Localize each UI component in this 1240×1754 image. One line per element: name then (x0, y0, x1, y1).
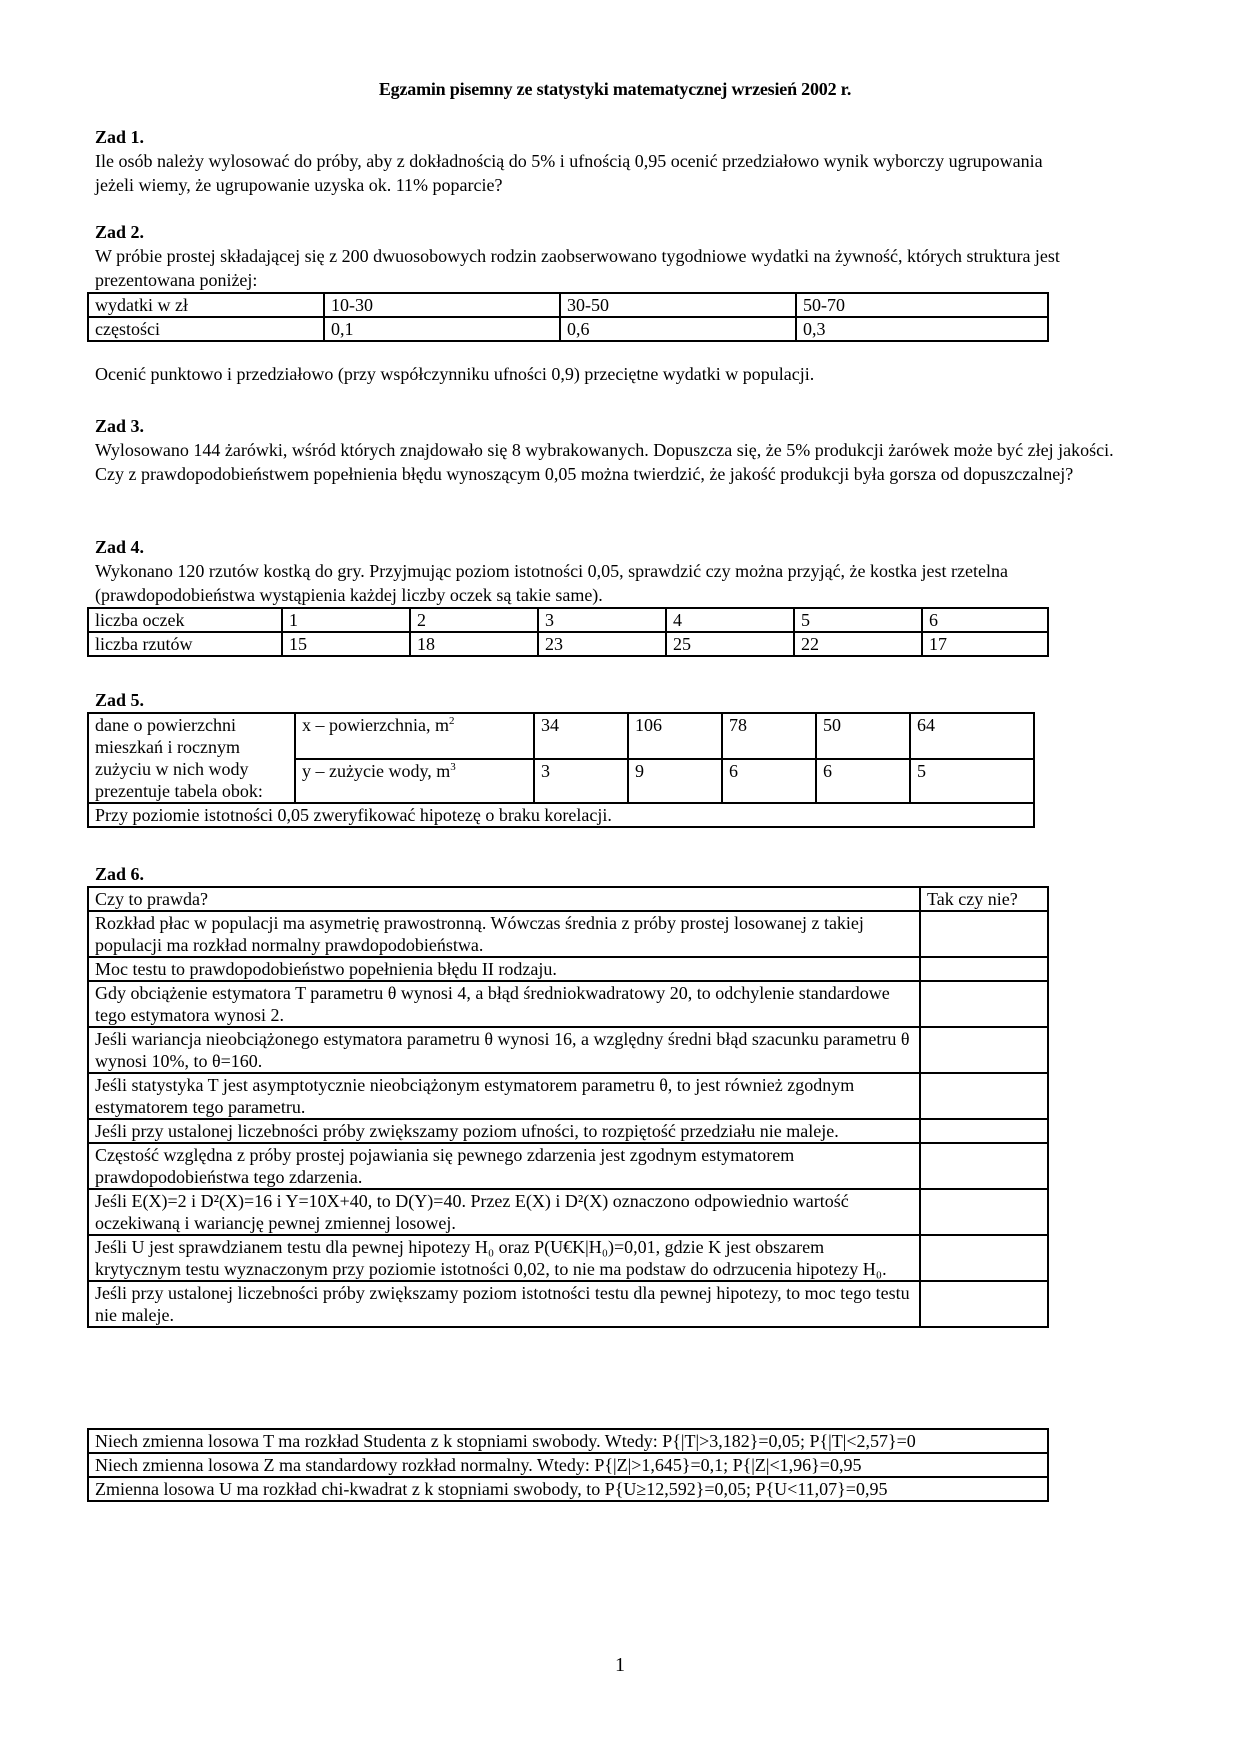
table-row (88, 981, 1048, 1027)
table-row (88, 293, 1048, 317)
statement-cell: Częstość względna z próby prostej pojawiania się pewnego zdarzenia jest zgodnym estymatorem prawdopodobieństwa tego zdarzenia. (88, 1143, 920, 1189)
table-row (88, 911, 1048, 957)
task-2-question: Ocenić punktowo i przedziałowo (przy współczynniku ufności 0,9) przeciętne wydatki w populacji. (95, 364, 815, 384)
answer-cell[interactable] (920, 1119, 1048, 1143)
answer-cell[interactable] (920, 1281, 1048, 1327)
task-4 (95, 535, 1135, 657)
task-1 (95, 125, 1135, 197)
answer-cell[interactable] (920, 981, 1048, 1027)
table-row (88, 1281, 1048, 1327)
distribution-facts (95, 1428, 1135, 1502)
answer-cell[interactable] (920, 1027, 1048, 1073)
answer-cell[interactable] (920, 1189, 1048, 1235)
table-cell: Niech zmienna losowa T ma rozkład Studenta z k stopniami swobody. Wtedy: P{|T|>3,182}=0,05; P{|T|<2,57}=0 (88, 1429, 1048, 1453)
table-cell: 6 (722, 759, 816, 803)
answer-cell[interactable] (920, 1143, 1048, 1189)
true-false-table (87, 886, 1049, 1328)
table-cell: 3 (534, 759, 628, 803)
task-6-heading: Zad 6. (95, 864, 145, 884)
y-unit-exponent: 3 (450, 761, 456, 774)
question-column-header: Czy to prawda? (88, 887, 920, 911)
task-5 (95, 688, 1135, 828)
statement-cell: Jeśli przy ustalonej liczebności próby zwiększamy poziom istotności testu dla pewnej hipotezy, to moc tego testu nie maleje. (88, 1281, 920, 1327)
table-cell: 50 (816, 713, 910, 759)
task-2-text: W próbie prostej składającej się z 200 dwuosobowych rodzin zaobserwowano tygodniowe wydatki na żywność, których struktura jest prezentowana poniżej: (95, 246, 1060, 290)
table-row (88, 1073, 1048, 1119)
table-row (88, 1453, 1048, 1477)
answer-column-header: Tak czy nie? (920, 887, 1048, 911)
table-cell: 78 (722, 713, 816, 759)
page-title: Egzamin pisemny ze statystyki matematycznej wrzesień 2002 r. (378, 79, 852, 99)
table-cell: 10-30 (324, 293, 560, 317)
table-row (88, 1477, 1048, 1501)
table-row (88, 317, 1048, 341)
table-row (88, 608, 1048, 632)
table-row (88, 1143, 1048, 1189)
table-description-cell: dane o powierzchni mieszkań i rocznym zużyciu w nich wody prezentuje tabela obok: (88, 713, 295, 803)
table-cell: liczba oczek (88, 608, 282, 632)
table-cell: częstości (88, 317, 324, 341)
table-footer-cell: Przy poziomie istotności 0,05 zweryfikować hipotezę o braku korelacji. (88, 803, 1034, 827)
x-label: x – powierzchnia, m (302, 715, 449, 735)
table-cell: 106 (628, 713, 722, 759)
table-cell: 5 (794, 608, 922, 632)
table-cell: 30-50 (560, 293, 796, 317)
table-cell: 2 (410, 608, 538, 632)
table-cell: wydatki w zł (88, 293, 324, 317)
table-cell: 15 (282, 632, 410, 656)
dice-table (87, 607, 1049, 657)
task-6 (95, 862, 1135, 1328)
statement-cell: Gdy obciążenie estymatora T parametru θ wynosi 4, a błąd średniokwadratowy 20, to odchylenie standardowe tego estymatora wynosi 2. (88, 981, 920, 1027)
x-label-cell (295, 713, 534, 759)
table-cell: 0,1 (324, 317, 560, 341)
table-cell: 23 (538, 632, 666, 656)
water-usage-table (87, 712, 1035, 828)
task-3 (95, 414, 1135, 486)
table-row (88, 1429, 1048, 1453)
task-1-heading: Zad 1. (95, 127, 145, 147)
task-2-heading: Zad 2. (95, 222, 145, 242)
table-row (88, 632, 1048, 656)
statement-cell: Jeśli U jest sprawdzianem testu dla pewnej hipotezy H₀ oraz P(U€K|H₀)=0,01, gdzie K jest obszarem krytycznym testu wyznaczonym przy poziomie istotności 0,02, to nie ma podstaw do odrzucenia hipotezy H₀. (88, 1235, 920, 1281)
table-cell: liczba rzutów (88, 632, 282, 656)
table-row (88, 1119, 1048, 1143)
task-4-heading: Zad 4. (95, 537, 145, 557)
statement-cell: Jeśli E(X)=2 i D²(X)=16 i Y=10X+40, to D(Y)=40. Przez E(X) i D²(X) oznaczono odpowiednio wartość oczekiwaną i wariancję pewnej zmiennej losowej. (88, 1189, 920, 1235)
task-4-text: Wykonano 120 rzutów kostką do gry. Przyjmując poziom istotności 0,05, sprawdzić czy można przyjąć, że kostka jest rzetelna (prawdopodobieństwa wystąpienia każdej liczby oczek są takie same). (95, 561, 1008, 605)
task-2 (95, 220, 1135, 386)
task-3-heading: Zad 3. (95, 416, 145, 436)
answer-cell[interactable] (920, 911, 1048, 957)
table-cell: 6 (922, 608, 1048, 632)
table-cell: Zmienna losowa U ma rozkład chi-kwadrat z k stopniami swobody, to P{U≥12,592}=0,05; P{U<11,07}=0,95 (88, 1477, 1048, 1501)
y-label: y – zużycie wody, m (302, 761, 451, 782)
statement-cell: Jeśli przy ustalonej liczebności próby zwiększamy poziom ufności, to rozpiętość przedziału nie maleje. (88, 1119, 920, 1143)
table-cell: 1 (282, 608, 410, 632)
task-1-text: Ile osób należy wylosować do próby, aby z dokładnością do 5% i ufnością 0,95 ocenić przedziałowo wynik wyborczy ugrupowania jeżeli wiemy, że ugrupowanie uzyska ok. 11% poparcie? (95, 151, 1043, 195)
expenses-table (87, 292, 1049, 342)
statement-cell: Jeśli statystyka T jest asymptotycznie nieobciążonym estymatorem parametru θ, to jest również zgodnym estymatorem tego parametru. (88, 1073, 920, 1119)
statement-cell: Rozkład płac w populacji ma asymetrię prawostronną. Wówczas średnia z próby prostej losowanej z takiej populacji ma rozkład normalny prawdopodobieństwa. (88, 911, 920, 957)
table-cell: 50-70 (796, 293, 1048, 317)
table-row (88, 713, 1034, 759)
table-cell: 64 (910, 713, 1034, 759)
table-cell: 9 (628, 759, 722, 803)
table-cell: 18 (410, 632, 538, 656)
table-row (88, 1027, 1048, 1073)
table-cell: 0,6 (560, 317, 796, 341)
table-cell: 5 (910, 759, 1034, 803)
y-label-cell (295, 759, 534, 803)
answer-cell[interactable] (920, 957, 1048, 981)
answer-cell[interactable] (920, 1073, 1048, 1119)
table-row (88, 1189, 1048, 1235)
table-header-row (88, 887, 1048, 911)
distribution-facts-table (87, 1428, 1049, 1502)
table-cell: 22 (794, 632, 922, 656)
page-number: 1 (615, 1654, 625, 1676)
answer-cell[interactable] (920, 1235, 1048, 1281)
task-3-text: Wylosowano 144 żarówki, wśród których znajdowało się 8 wybrakowanych. Dopuszcza się, że 5% produkcji żarówek może być złej jakości. Czy z prawdopodobieństwem popełnienia błędu wynoszącym 0,05 można twierdzić, że jakość produkcji była gorsza od dopuszczalnej? (95, 440, 1114, 484)
table-row (88, 803, 1034, 827)
table-cell: Niech zmienna losowa Z ma standardowy rozkład normalny. Wtedy: P{|Z|>1,645}=0,1; P{|Z|<1,96}=0,95 (88, 1453, 1048, 1477)
table-cell: 6 (816, 759, 910, 803)
table-row (88, 1235, 1048, 1281)
x-unit-exponent: 2 (448, 715, 455, 727)
statement-cell: Jeśli wariancja nieobciążonego estymatora parametru θ wynosi 16, a względny średni błąd szacunku parametru θ wynosi 10%, to θ=160. (88, 1027, 920, 1073)
statement-cell: Moc testu to prawdopodobieństwo popełnienia błędu II rodzaju. (88, 957, 920, 981)
task-5-heading: Zad 5. (95, 690, 145, 710)
table-cell: 4 (666, 608, 794, 632)
table-cell: 25 (666, 632, 794, 656)
table-cell: 3 (538, 608, 666, 632)
table-cell: 34 (534, 713, 628, 759)
table-cell: 0,3 (796, 317, 1048, 341)
table-cell: 17 (922, 632, 1048, 656)
table-row (88, 957, 1048, 981)
